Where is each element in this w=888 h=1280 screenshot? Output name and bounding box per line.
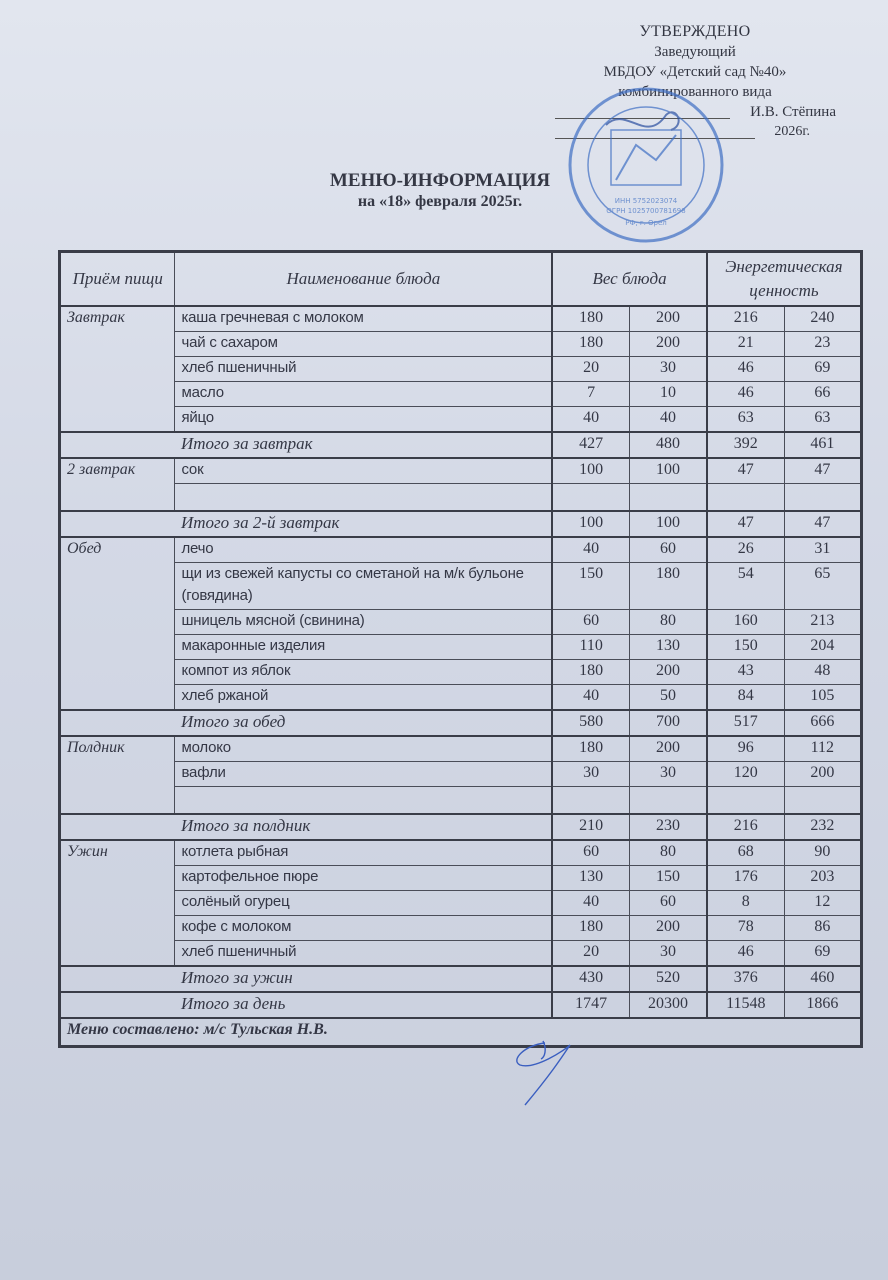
- header-meal: Приём пищи: [60, 252, 175, 307]
- table-row: [60, 306, 862, 332]
- table-row: [60, 357, 862, 382]
- weight-large: 130: [630, 635, 707, 660]
- total-energy-small: 376: [707, 966, 784, 992]
- weight-large: 30: [630, 357, 707, 382]
- weight-large: 180: [630, 563, 707, 610]
- total-weight-large: 520: [630, 966, 707, 992]
- dish-name: чай с сахаром: [175, 332, 552, 357]
- meal-name: Полдник: [60, 736, 175, 814]
- weight-large: [630, 484, 707, 512]
- total-row: [60, 432, 862, 458]
- svg-text:ИНН 5752023074: ИНН 5752023074: [614, 197, 678, 205]
- weight-small: 40: [552, 407, 629, 433]
- header-energy: Энергетическая ценность: [707, 252, 862, 307]
- energy-large: 65: [784, 563, 861, 610]
- energy-large: 12: [784, 891, 861, 916]
- day-energy-small: 11548: [707, 992, 784, 1018]
- weight-large: 40: [630, 407, 707, 433]
- energy-small: [707, 484, 784, 512]
- energy-small: 46: [707, 357, 784, 382]
- energy-large: 47: [784, 458, 861, 484]
- header-weight: Вес блюда: [552, 252, 707, 307]
- day-energy-large: 1866: [784, 992, 861, 1018]
- total-row: [60, 511, 862, 537]
- total-weight-large: 100: [630, 511, 707, 537]
- document-title-date: на «18» февраля 2025г.: [357, 193, 523, 210]
- approval-position: Заведующий: [654, 44, 736, 60]
- total-energy-large: 460: [784, 966, 861, 992]
- weight-large: 50: [630, 685, 707, 711]
- dish-name: шницель мясной (свинина): [175, 610, 552, 635]
- dish-name: картофельное пюре: [175, 866, 552, 891]
- weight-small: 7: [552, 382, 629, 407]
- energy-small: 84: [707, 685, 784, 711]
- energy-small: 68: [707, 840, 784, 866]
- table-row: [60, 537, 862, 563]
- dish-name: лечо: [175, 537, 552, 563]
- document-title: [250, 170, 630, 212]
- weight-large: 150: [630, 866, 707, 891]
- total-energy-large: 232: [784, 814, 861, 840]
- signature-icon: [505, 1035, 595, 1110]
- weight-small: 180: [552, 916, 629, 941]
- total-weight-small: 210: [552, 814, 629, 840]
- table-row: [60, 762, 862, 787]
- document-title-main: МЕНЮ-ИНФОРМАЦИЯ: [329, 170, 551, 191]
- weight-large: 30: [630, 941, 707, 967]
- energy-large: [784, 787, 861, 815]
- table-row: [60, 332, 862, 357]
- energy-large: 66: [784, 382, 861, 407]
- energy-small: 63: [707, 407, 784, 433]
- energy-small: 176: [707, 866, 784, 891]
- approval-date: 2026г.: [774, 124, 810, 139]
- table-row: [60, 563, 862, 610]
- table-row: [60, 484, 862, 512]
- total-row: [60, 710, 862, 736]
- weight-large: 200: [630, 916, 707, 941]
- total-energy-small: 47: [707, 511, 784, 537]
- dish-name: макаронные изделия: [175, 635, 552, 660]
- total-energy-small: 392: [707, 432, 784, 458]
- header-dish: Наименование блюда: [175, 252, 552, 307]
- weight-small: 180: [552, 736, 629, 762]
- weight-small: 40: [552, 537, 629, 563]
- energy-large: 204: [784, 635, 861, 660]
- energy-small: 21: [707, 332, 784, 357]
- energy-large: 200: [784, 762, 861, 787]
- day-total-row: [60, 992, 862, 1018]
- weight-large: 80: [630, 840, 707, 866]
- table-row: [60, 787, 862, 815]
- table-row: [60, 660, 862, 685]
- total-weight-small: 430: [552, 966, 629, 992]
- weight-large: [630, 787, 707, 815]
- energy-small: 120: [707, 762, 784, 787]
- table-row: [60, 916, 862, 941]
- total-label: Итого за обед: [60, 710, 553, 736]
- total-weight-small: 427: [552, 432, 629, 458]
- approval-org: МБДОУ «Детский сад №40»: [603, 64, 787, 80]
- total-label: Итого за ужин: [60, 966, 553, 992]
- weight-small: 60: [552, 840, 629, 866]
- total-label: Итого за полдник: [60, 814, 553, 840]
- menu-body: [60, 306, 862, 1047]
- weight-small: 180: [552, 660, 629, 685]
- dish-name: хлеб пшеничный: [175, 941, 552, 967]
- dish-name: хлеб ржаной: [175, 685, 552, 711]
- energy-large: 23: [784, 332, 861, 357]
- energy-small: 150: [707, 635, 784, 660]
- weight-small: 180: [552, 332, 629, 357]
- energy-large: 63: [784, 407, 861, 433]
- official-stamp-icon: [566, 85, 726, 245]
- day-weight-large: 20300: [630, 992, 707, 1018]
- energy-large: 240: [784, 306, 861, 332]
- dish-name: кофе с молоком: [175, 916, 552, 941]
- weight-large: 200: [630, 736, 707, 762]
- energy-large: [784, 484, 861, 512]
- dish-name: котлета рыбная: [175, 840, 552, 866]
- total-weight-small: 100: [552, 511, 629, 537]
- day-weight-small: 1747: [552, 992, 629, 1018]
- energy-small: 46: [707, 941, 784, 967]
- dish-name: каша гречневая с молоком: [175, 306, 552, 332]
- weight-large: 10: [630, 382, 707, 407]
- dish-name: сок: [175, 458, 552, 484]
- dish-name: вафли: [175, 762, 552, 787]
- energy-large: 31: [784, 537, 861, 563]
- total-weight-large: 700: [630, 710, 707, 736]
- dish-name: масло: [175, 382, 552, 407]
- dish-name: солёный огурец: [175, 891, 552, 916]
- weight-small: 100: [552, 458, 629, 484]
- total-row: [60, 814, 862, 840]
- approval-org-type: комбинированного вида: [618, 84, 772, 100]
- weight-large: 60: [630, 537, 707, 563]
- table-row: [60, 840, 862, 866]
- energy-large: 203: [784, 866, 861, 891]
- total-label: Итого за завтрак: [60, 432, 553, 458]
- total-energy-small: 517: [707, 710, 784, 736]
- svg-text:РФ, г. Орел: РФ, г. Орел: [625, 219, 667, 227]
- dish-name: яйцо: [175, 407, 552, 433]
- weight-small: 150: [552, 563, 629, 610]
- total-weight-small: 580: [552, 710, 629, 736]
- energy-large: 213: [784, 610, 861, 635]
- total-label: Итого за 2-й завтрак: [60, 511, 553, 537]
- weight-small: 20: [552, 357, 629, 382]
- energy-large: 69: [784, 357, 861, 382]
- table-row: [60, 458, 862, 484]
- meal-name: Ужин: [60, 840, 175, 966]
- table-row: [60, 382, 862, 407]
- table-row: [60, 685, 862, 711]
- dish-name: [175, 787, 552, 815]
- approval-signer: И.В. Стёпина: [750, 104, 836, 120]
- energy-large: 105: [784, 685, 861, 711]
- energy-small: 46: [707, 382, 784, 407]
- table-row: [60, 635, 862, 660]
- dish-name: компот из яблок: [175, 660, 552, 685]
- total-weight-large: 230: [630, 814, 707, 840]
- weight-small: [552, 484, 629, 512]
- dish-name: хлеб пшеничный: [175, 357, 552, 382]
- table-row: [60, 610, 862, 635]
- weight-small: 130: [552, 866, 629, 891]
- total-energy-large: 666: [784, 710, 861, 736]
- total-weight-large: 480: [630, 432, 707, 458]
- table-row: [60, 736, 862, 762]
- weight-small: 20: [552, 941, 629, 967]
- energy-large: 48: [784, 660, 861, 685]
- energy-small: 216: [707, 306, 784, 332]
- meal-name: Завтрак: [60, 306, 175, 432]
- weight-large: 80: [630, 610, 707, 635]
- energy-small: 26: [707, 537, 784, 563]
- energy-small: 78: [707, 916, 784, 941]
- dish-name: [175, 484, 552, 512]
- table-row: [60, 891, 862, 916]
- energy-large: 90: [784, 840, 861, 866]
- meal-name: Обед: [60, 537, 175, 710]
- day-total-label: Итого за день: [60, 992, 553, 1018]
- total-row: [60, 966, 862, 992]
- table-row: [60, 866, 862, 891]
- energy-large: 86: [784, 916, 861, 941]
- total-energy-small: 216: [707, 814, 784, 840]
- weight-large: 200: [630, 332, 707, 357]
- table-row: [60, 407, 862, 433]
- energy-large: 112: [784, 736, 861, 762]
- table-row: [60, 941, 862, 967]
- weight-small: 180: [552, 306, 629, 332]
- total-energy-large: 47: [784, 511, 861, 537]
- energy-small: 54: [707, 563, 784, 610]
- energy-small: 43: [707, 660, 784, 685]
- energy-large: 69: [784, 941, 861, 967]
- total-energy-large: 461: [784, 432, 861, 458]
- meal-name: 2 завтрак: [60, 458, 175, 511]
- weight-small: 110: [552, 635, 629, 660]
- energy-small: [707, 787, 784, 815]
- footer-row: [60, 1018, 862, 1047]
- dish-name: щи из свежей капусты со сметаной на м/к бульоне (говядина): [175, 563, 552, 610]
- table-header-row: [60, 252, 862, 307]
- approval-title: УТВЕРЖДЕНО: [639, 23, 751, 40]
- weight-small: 40: [552, 891, 629, 916]
- energy-small: 8: [707, 891, 784, 916]
- weight-small: 30: [552, 762, 629, 787]
- weight-large: 100: [630, 458, 707, 484]
- energy-small: 47: [707, 458, 784, 484]
- weight-large: 30: [630, 762, 707, 787]
- menu-author: Меню составлено: м/с Тульская Н.В.: [60, 1018, 862, 1047]
- weight-small: 60: [552, 610, 629, 635]
- menu-table: [58, 250, 863, 1048]
- energy-small: 160: [707, 610, 784, 635]
- svg-text:ОГРН 1025700781698: ОГРН 1025700781698: [606, 207, 686, 215]
- weight-large: 60: [630, 891, 707, 916]
- weight-small: 40: [552, 685, 629, 711]
- dish-name: молоко: [175, 736, 552, 762]
- weight-large: 200: [630, 306, 707, 332]
- weight-large: 200: [630, 660, 707, 685]
- energy-small: 96: [707, 736, 784, 762]
- weight-small: [552, 787, 629, 815]
